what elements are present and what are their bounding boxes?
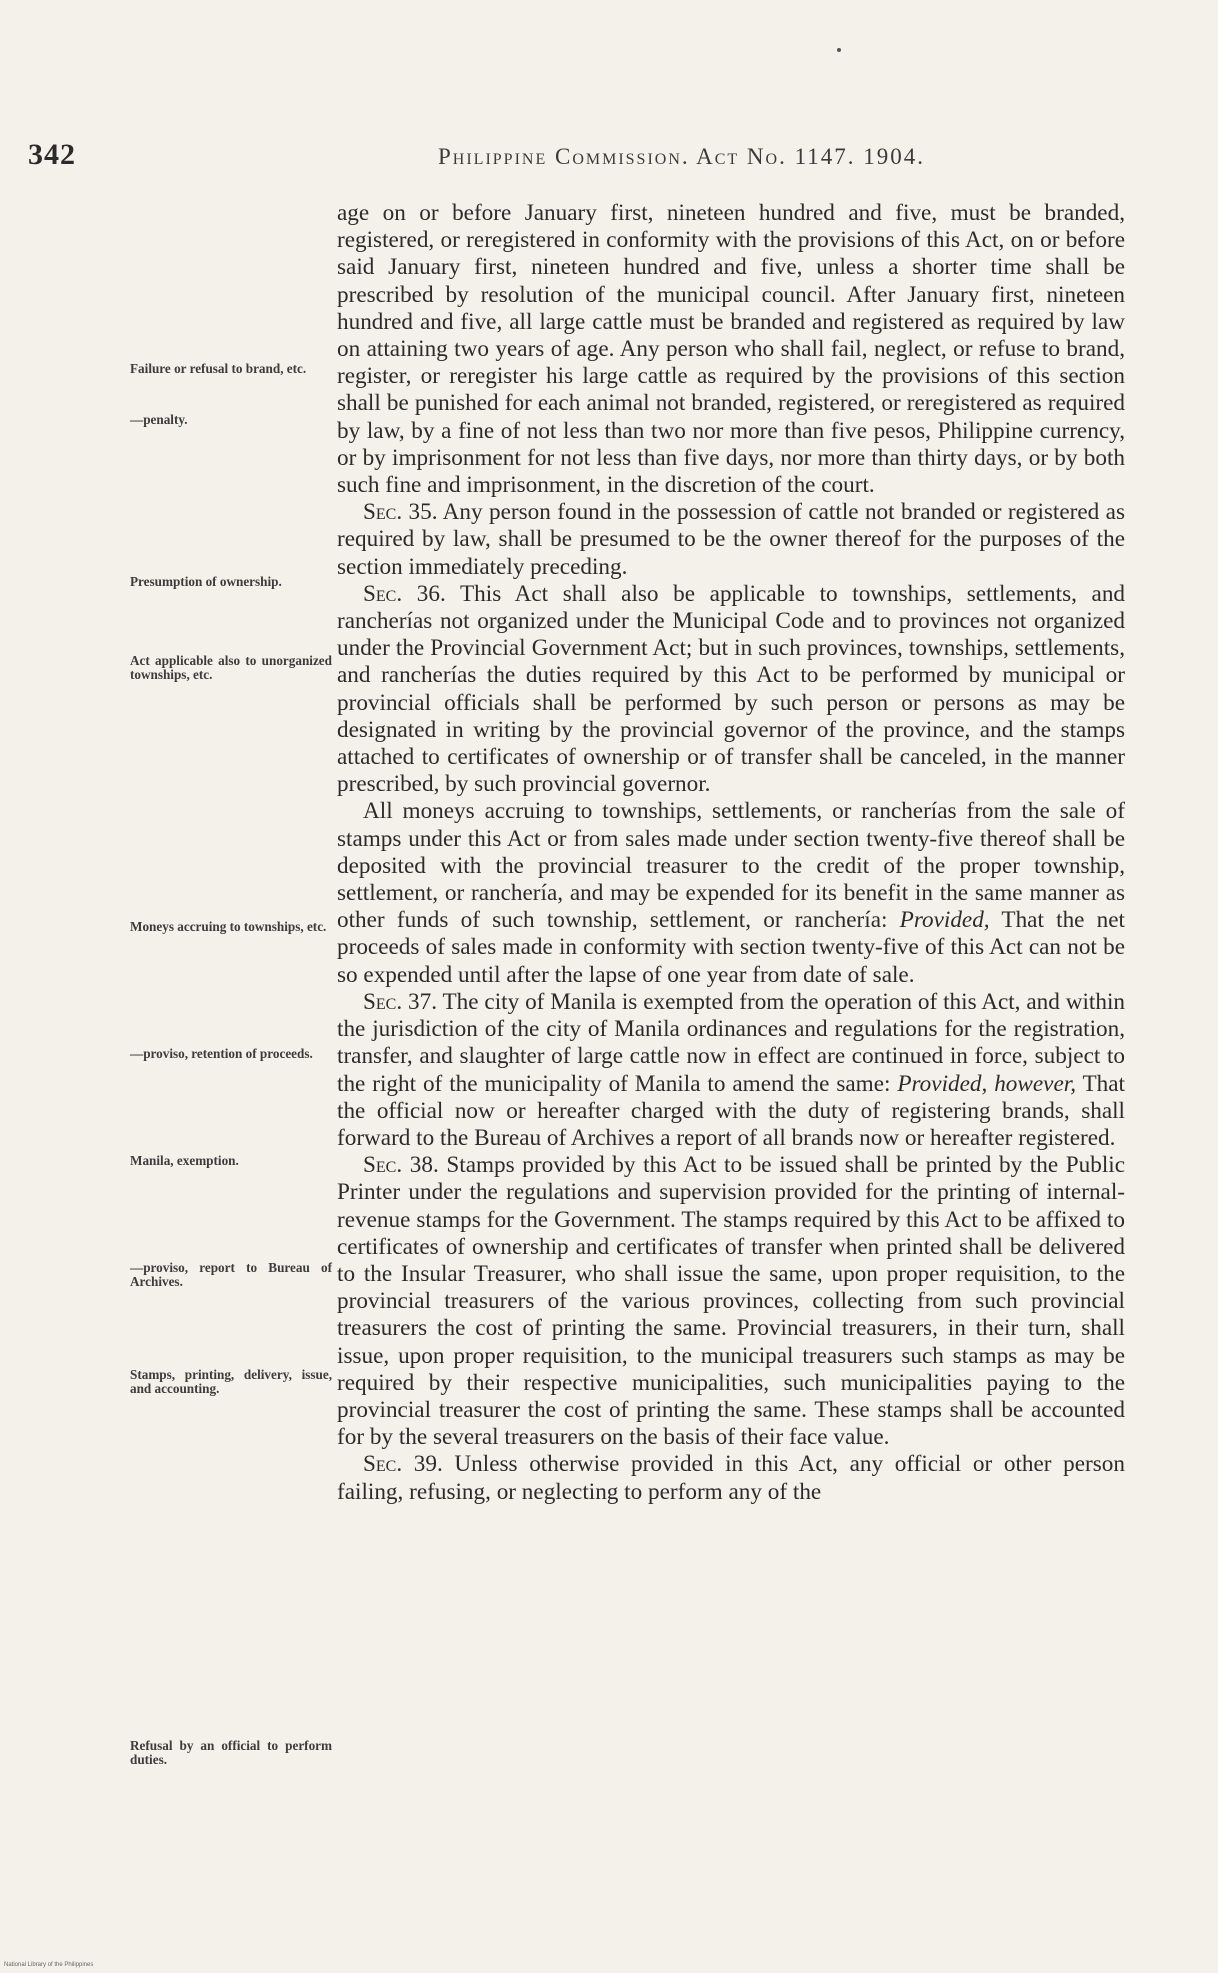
paragraph-sec-36: [337, 581, 1125, 799]
section-text: The city of Manila is exempted from the operation of this Act, and within the jurisdiction of the city of Manila ordinances and regulations for the registration, transfer, and slaughter of large cattle now in effect are continued in force, subject to the right of the municipality of Manila to amend the same:: [337, 988, 1125, 1097]
page-number: 342: [28, 138, 76, 171]
speck-mark: [837, 48, 841, 52]
sidenote-penalty: —penalty.: [130, 412, 188, 427]
section-label: Sec. 35.: [363, 499, 438, 526]
sidenote-moneys-accruing: Moneys accruing to townships, etc.: [130, 919, 327, 934]
sidenote-proviso-report: —proviso, report to Bureau of Archives.: [130, 1260, 332, 1289]
section-label: Sec. 36.: [363, 580, 446, 607]
section-label: Sec. 37.: [363, 988, 438, 1015]
sidenote-refusal-official: Refusal by an official to perform duties.: [130, 1738, 332, 1767]
section-label: Sec. 38.: [363, 1152, 439, 1179]
paragraph-sec-37: [337, 989, 1125, 1152]
sidenote-presumption-ownership: Presumption of ownership.: [130, 574, 282, 589]
paragraph-sec-39: [337, 1451, 1125, 1505]
section-text: Any person found in the possession of cattle not branded or registered as required by law, shall be presumed to be the owner thereof for the purposes of the section immediately preceding.: [337, 499, 1125, 580]
sidenote-unorganized-townships: Act applicable also to unorganized townships, etc.: [130, 653, 332, 682]
section-text: That the official now or hereafter charged with the duty of registering brands, shall forward to the Bureau of Archives a report of all brands now or hereafter registered.: [337, 1070, 1125, 1151]
paragraph-sec-38: [337, 1152, 1125, 1451]
scan-footer: National Library of the Philippines: [4, 1962, 94, 1968]
paragraph-continuation: age on or before January first, nineteen hundred and five, must be branded, registered, or reregistered in conformity with the provisions of this Act, on or before said January first, nineteen hundred and five, unless a shorter time shall be prescribed by resolution of the municipal council. After January first, nineteen hundred and five, all large cattle must be branded and registered as required by law on attaining two years of age. Any person who shall fail, neglect, or refuse to brand, register, or reregister his large cattle as required by the provisions of this section shall be punished for each animal not branded, registered, or reregistered as required by law, by a fine of not less than two nor more than five pesos, Philippine currency, or by imprisonment for not less than five days, nor more than thirty days, or by both such fine and imprisonment, in the discretion of the court.: [337, 200, 1125, 499]
section-text: Stamps provided by this Act to be issued shall be printed by the Public Printer under the regulations and supervision provided for the printing of internal-revenue stamps for the Government. The stamps required by this Act to be affixed to certificates of ownership and certificates of transfer when printed shall be delivered to the Insular Treasurer, who shall issue the same, upon proper requisition, to the provincial treasurers of the various provinces, collecting from such provincial treasurers the cost of printing the same. Provincial treasurers, in their turn, shall issue, upon proper requisition, to the municipal treasurers such stamps as may be required by their respective municipalities, such municipalities paying to the provincial treasurer the cost of printing the same. These stamps shall be accounted for by the several treasurers on the basis of their face value.: [337, 1152, 1126, 1451]
sidenote-stamps-printing: Stamps, printing, delivery, issue, and accounting.: [130, 1367, 332, 1396]
body-text: [337, 200, 1125, 1506]
page-header: [28, 138, 1048, 178]
provided-clause: Provided,: [899, 907, 990, 934]
section-text: This Act shall also be applicable to townships, settlements, and rancherías not organized under the Municipal Code and to provinces not organized under the Provincial Government Act; but in such provinces, townships, settlements, and rancherías the duties required by this Act to be performed by municipal or provincial officials shall be performed by such person or persons as may be designated in writing by the provincial governor of the province, and the stamps attached to certificates of ownership or of transfer shall be canceled, in the manner prescribed, by such provincial governor.: [337, 580, 1126, 798]
provided-clause: Provided, however,: [897, 1070, 1076, 1097]
section-text: Unless otherwise provided in this Act, any official or other person failing, refusing, or neglecting to perform any of the: [337, 1451, 1125, 1505]
sidenote-manila-exemption: Manila, exemption.: [130, 1153, 239, 1168]
paragraph-sec-35: [337, 499, 1125, 581]
section-label: Sec. 39.: [363, 1451, 443, 1478]
paragraph-text: That the net proceeds of sales made in conformity with section twenty-five of this Act can not be so expended until after the lapse of one year from date of sale.: [337, 907, 1125, 988]
paragraph-text: All moneys accruing to townships, settlements, or rancherías from the sale of stamps under this Act or from sales made under section twenty-five thereof shall be deposited with the provincial treasurer to the credit of the proper township, settlement, or ranchería, and may be expended for its benefit in the same manner as other funds of such township, settlement, or ranchería:: [337, 798, 1125, 934]
paragraph-moneys: [337, 798, 1125, 988]
sidenote-proviso-retention: —proviso, retention of proceeds.: [130, 1046, 313, 1061]
sidenote-failure-to-brand: Failure or refusal to brand, etc.: [130, 361, 307, 376]
running-head: Philippine Commission. Act No. 1147. 1904.: [438, 144, 925, 169]
